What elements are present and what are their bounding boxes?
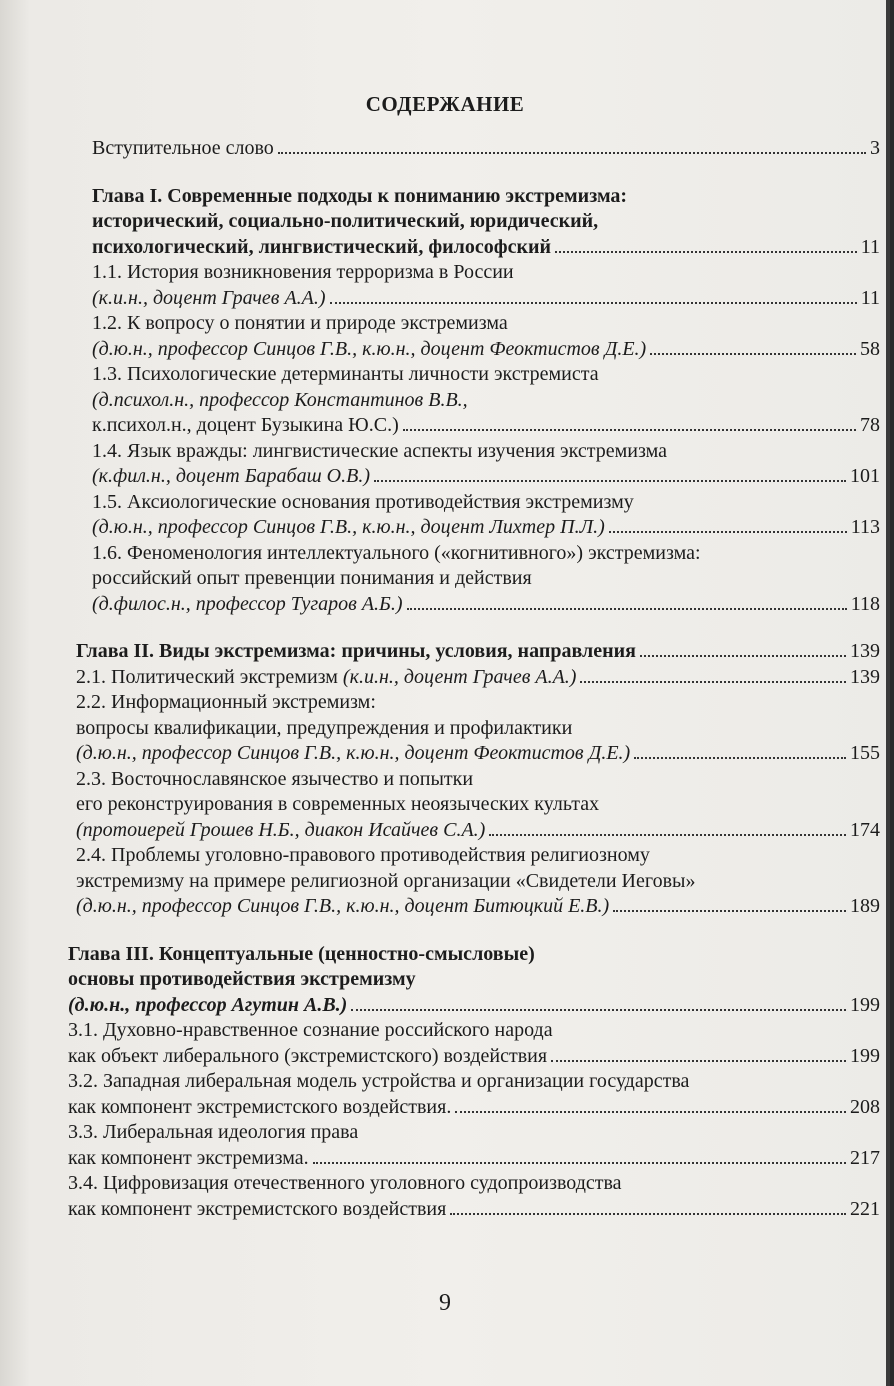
toc-entry (62, 541, 880, 618)
toc-entry-line: 1.2. К вопросу о понятии и природе экстремизма (92, 312, 508, 334)
toc-entry-text: психологический, лингвистический, философский (92, 235, 552, 258)
toc-entry-line: 1.1. История возникновения терроризма в России (92, 261, 514, 283)
toc-entry-line: основы противодействия экстремизму (68, 968, 416, 990)
toc-entry-last-line (68, 993, 880, 1019)
toc-entry-text: (д.ю.н., профессор Синцов Г.В., к.ю.н., доцент Феоктистов Д.Е.) (76, 742, 631, 764)
toc-entry (62, 490, 880, 541)
toc-entry (62, 1018, 880, 1069)
dot-leader (613, 910, 846, 912)
toc-entry-text: как компонент экстремистского воздействия. (68, 1095, 452, 1118)
dot-leader (640, 655, 846, 657)
dot-leader (313, 1162, 846, 1164)
toc-entry (62, 311, 880, 362)
toc-author: (к.и.н., доцент Грачев А.А.) (342, 665, 577, 688)
toc-entry-line: 1.6. Феноменология интеллектуального («когнитивного») экстремизма: (92, 541, 701, 564)
toc-page-number: 139 (850, 665, 880, 688)
dot-leader (650, 353, 856, 355)
toc-entry-last-line (68, 1095, 880, 1121)
dot-leader (450, 1213, 846, 1215)
toc-entry-last-line (68, 1146, 880, 1172)
toc-entry-text: к.психол.н., доцент Бузыкина Ю.С.) (92, 414, 399, 436)
toc-entry-last-line (76, 894, 880, 920)
toc-entry-line: 3.3. Либеральная идеология права (68, 1121, 359, 1143)
toc-entry-last-line (68, 1044, 880, 1070)
toc-entry-last-line (92, 464, 880, 490)
toc-page-number: 208 (850, 1095, 880, 1118)
dot-leader (278, 152, 866, 154)
toc-entry-text: как объект либерального (экстремистского) воздействия (68, 1044, 548, 1067)
toc-entry (62, 1120, 880, 1171)
dot-leader (407, 608, 847, 610)
toc-page-number: 139 (850, 640, 880, 662)
dot-leader (551, 1060, 846, 1062)
toc-entry-last-line (92, 337, 880, 363)
toc-entry-last-line (92, 413, 880, 439)
toc-page-number: 118 (850, 592, 880, 615)
dot-leader (580, 681, 846, 683)
page-edge (886, 0, 890, 1386)
toc-entry-last-line (92, 136, 880, 162)
toc-entry (62, 665, 880, 691)
toc-entry (62, 690, 880, 767)
toc-entry-line: вопросы квалификации, предупреждения и профилактики (76, 716, 573, 739)
toc-entry-last-line (76, 818, 880, 844)
page-title: СОДЕРЖАНИЕ (365, 92, 525, 116)
toc-entry-line: российский опыт превенции понимания и действия (92, 567, 532, 589)
toc-entry-last-line (92, 286, 880, 312)
toc-page-number: 113 (850, 516, 880, 538)
toc-page-number: 199 (850, 993, 880, 1016)
toc-entry-text: Вступительное слово (92, 137, 274, 159)
toc-entry-text: (д.ю.н., профессор Синцов Г.В., к.ю.н., доцент Феоктистов Д.Е.) (92, 337, 647, 360)
toc-page-number: 155 (850, 742, 880, 764)
toc-entry (62, 843, 880, 920)
toc-entry-last-line (76, 639, 880, 665)
toc-entry-last-line (76, 665, 880, 691)
toc-entry (62, 1069, 880, 1120)
toc-page-number: 174 (850, 818, 880, 841)
toc-entry-text: Глава II. Виды экстремизма: причины, условия, направления (76, 640, 636, 662)
toc-entry-line: 3.4. Цифровизация отечественного уголовного судопроизводства (68, 1172, 622, 1194)
toc-page-number: 199 (850, 1044, 880, 1067)
toc-entry-line: исторический, социально-политический, юридический, (92, 210, 599, 232)
dot-leader (555, 251, 857, 253)
toc-page-number: 3 (870, 137, 880, 159)
toc-entry-text: (д.ю.н., профессор Синцов Г.В., к.ю.н., доцент Лихтер П.Л.) (92, 516, 605, 538)
toc-entry-text: 2.1. Политический экстремизм (к.и.н., доцент Грачев А.А.) (76, 665, 577, 688)
toc-chapter (62, 942, 880, 1019)
toc-entry-line: Глава I. Современные подходы к пониманию экстремизма: (92, 184, 628, 207)
toc-chapter (62, 184, 880, 261)
toc-chapter (62, 639, 880, 665)
toc-page-number: 189 (850, 895, 880, 917)
toc-entry-last-line (68, 1197, 880, 1223)
toc-entry-last-line (92, 235, 880, 261)
toc-entry-last-line (92, 592, 880, 618)
toc-entry-last-line (92, 515, 880, 541)
toc-entry (62, 767, 880, 844)
toc-entry-line: 3.2. Западная либеральная модель устройства и организации государства (68, 1070, 690, 1092)
toc-entry-line: 3.1. Духовно-нравственное сознание российского народа (68, 1019, 553, 1041)
table-of-contents (62, 136, 880, 1222)
dot-leader (609, 531, 847, 533)
toc-entry-line: Глава III. Концептуальные (ценностно-смысловые) (68, 942, 535, 965)
toc-entry-line: 1.4. Язык вражды: лингвистические аспекты изучения экстремизма (92, 439, 667, 462)
toc-entry-text: как компонент экстремизма. (68, 1146, 309, 1169)
toc-page-number: 11 (860, 235, 880, 258)
toc-entry (62, 1171, 880, 1222)
toc-entry-line: 1.3. Психологические детерминанты личности экстремиста (92, 363, 599, 385)
toc-entry (62, 260, 880, 311)
toc-entry-text: (д.филос.н., профессор Тугаров А.Б.) (92, 592, 403, 615)
toc-entry-line: 2.3. Восточнославянское язычество и попытки (76, 767, 474, 790)
toc-entry-text: как компонент экстремистского воздействия (68, 1197, 447, 1220)
dot-leader (489, 834, 846, 836)
dot-leader (634, 757, 846, 759)
toc-entry (62, 439, 880, 490)
dot-leader (403, 429, 856, 431)
toc-page-number: 58 (860, 337, 880, 360)
toc-entry (62, 136, 880, 162)
toc-entry-text: (д.ю.н., профессор Агутин А.В.) (68, 993, 348, 1016)
toc-page-number: 78 (860, 414, 880, 436)
page-number: 9 (439, 1290, 451, 1316)
toc-entry-text: (к.и.н., доцент Грачев А.А.) (92, 286, 326, 309)
toc-entry-text: (протоиерей Грошев Н.Б., диакон Исайчев С.А.) (76, 818, 486, 841)
toc-page-number: 11 (860, 286, 880, 309)
toc-entry-line: экстремизму на примере религиозной организации «Свидетели Иеговы» (76, 869, 696, 892)
dot-leader (374, 480, 846, 482)
toc-entry-last-line (76, 741, 880, 767)
dot-leader (455, 1111, 846, 1113)
toc-page-number: 221 (850, 1197, 880, 1220)
toc-entry-line: 2.2. Информационный экстремизм: (76, 691, 376, 713)
toc-entry-line: его реконструирования в современных неоязыческих культах (76, 793, 600, 815)
toc-entry-text: (д.ю.н., профессор Синцов Г.В., к.ю.н., доцент Битюцкий Е.В.) (76, 895, 610, 917)
toc-entry (62, 362, 880, 439)
dot-leader (351, 1009, 846, 1011)
dot-leader (330, 302, 857, 304)
toc-entry-line: (д.психол.н., профессор Константинов В.В., (92, 388, 468, 411)
toc-entry-text: (к.фил.н., доцент Барабаш О.В.) (92, 465, 370, 487)
toc-entry-line: 2.4. Проблемы уголовно-правового противодействия религиозному (76, 844, 650, 866)
toc-entry-line: 1.5. Аксиологические основания противодействия экстремизму (92, 490, 634, 513)
toc-page-number: 101 (850, 465, 880, 487)
toc-page-number: 217 (850, 1146, 880, 1169)
